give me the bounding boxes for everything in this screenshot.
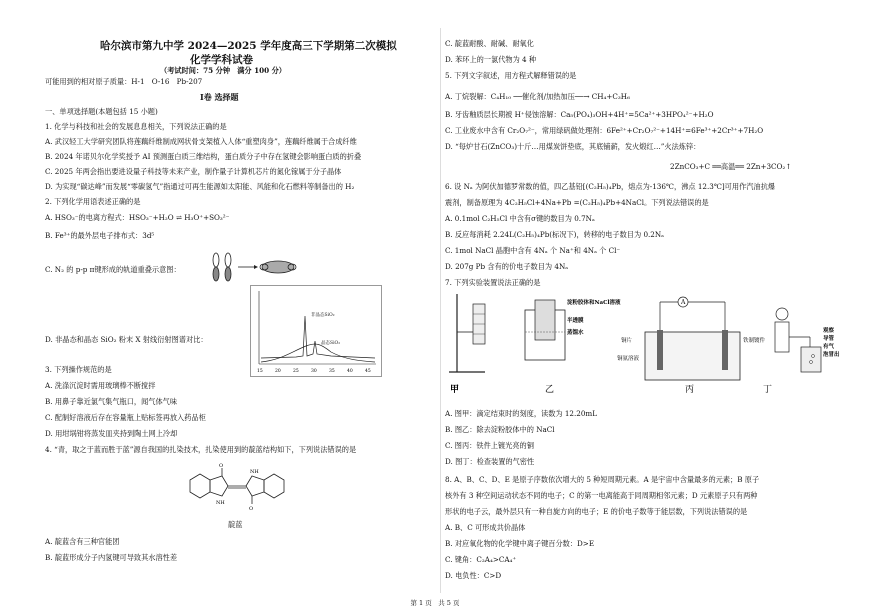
oxygen-label: O bbox=[249, 506, 254, 512]
xrd-figure bbox=[250, 285, 382, 377]
question-8-cont2: 形状的电子云，最外层只有一种自旋方向的电子；E 的价电子数等于能层数，下列说法错误的是 bbox=[445, 507, 748, 516]
part-heading: 一、单项选择题(本题包括 15 小题) bbox=[45, 107, 158, 116]
question-6-option-b: B. 反应每消耗 2.24L(C₂H₅)₄Pb(标况下)，转移的电子数目为 0.2Nₐ bbox=[445, 230, 664, 239]
question-6-cont: 震剂，制备原理为 4C₂H₅Cl+4Na+Pb =(C₂H₅)₄Pb+4NaCl。下列说法错误的是 bbox=[445, 198, 709, 207]
question-6: 6. 设 Nₐ 为阿伏加德罗常数的值，四乙基铅[(C₂H₅)₄Pb，熔点为-136℃，沸点 12.3℃]可用作汽油抗爆 bbox=[445, 182, 775, 191]
question-5-option-b: B. 牙齿釉质层长期被 H⁺侵蚀溶解：Ca₅(PO₄)₃OH+4H⁺=5Ca²⁺+3HPO₄²⁻+H₂O bbox=[445, 110, 714, 119]
figure-name: 甲 bbox=[450, 385, 460, 395]
question-4-option-a: A. 靛蓝含有三种官能团 bbox=[45, 537, 120, 546]
exam-info: （考试时间：75 分钟 满分 100 分） bbox=[160, 66, 286, 75]
indigo-structure bbox=[180, 460, 310, 520]
label-tube: 导管 bbox=[823, 336, 835, 342]
question-5: 5. 下列文字叙述，用方程式解释错误的是 bbox=[445, 71, 577, 80]
question-2-option-d: D. 非晶态和晶态 SiO₂ 粉末 X 射线衍射图谱对比： bbox=[45, 335, 208, 344]
label-observe: 观察 bbox=[823, 328, 835, 334]
label-water: 蒸馏水 bbox=[567, 330, 584, 336]
question-7-option-c: C. 图丙：铁件上镀光亮的铜 bbox=[445, 441, 534, 450]
question-8-option-b: B. 对应氧化物的化学键中离子键百分数：D>E bbox=[445, 539, 595, 548]
xrd-plot bbox=[251, 286, 381, 376]
question-8-option-c: C. 键角：C₂A₄>CA₄⁺ bbox=[445, 555, 517, 564]
question-2: 2. 下列化学用语表述正确的是 bbox=[45, 197, 141, 206]
question-6-option-a: A. 0.1mol C₂H₅Cl 中含有σ键的数目为 0.7Nₐ bbox=[445, 214, 595, 223]
question-3: 3. 下列操作规范的是 bbox=[45, 365, 112, 374]
question-3-option-c: C. 配制好溶液后存在容量瓶上贴标签再放入药品柜 bbox=[45, 413, 206, 422]
label-copper: 铜片 bbox=[621, 338, 633, 344]
question-7-option-b: B. 图乙：除去淀粉胶体中的 NaCl bbox=[445, 425, 555, 434]
question-2-option-a: A. HSO₃⁻的电离方程式：HSO₃⁻+H₂O ⇌ H₃O⁺+SO₃²⁻ bbox=[45, 213, 230, 222]
figure-bing-electroplating bbox=[645, 297, 740, 380]
figure-jia-burette bbox=[449, 294, 485, 372]
page-footer: 第 1 页 共 5 页 bbox=[410, 599, 460, 607]
question-2-option-c: C. N₂ 的 p-p π键形成的轨道重叠示意图： bbox=[45, 265, 181, 274]
question-5-option-c: C. 工业废水中含有 Cr₂O₇²⁻，常用绿矾做处理剂：6Fe²⁺+Cr₂O₇²⁻+14H⁺=6Fe³⁺+2Cr³⁺+7H₂O bbox=[445, 126, 764, 135]
xrd-label-crystal: 晶态SiO₂ bbox=[321, 341, 341, 346]
figure-name: 乙 bbox=[545, 385, 555, 395]
label-cuso4: 铜氨溶液 bbox=[617, 356, 640, 362]
question-8: 8. A、B、C、D、E 是原子序数依次增大的 5 种短周期元素。A 是宇宙中含量最多的元素；B 原子 bbox=[445, 475, 760, 484]
xrd-tick: 45 bbox=[365, 369, 371, 374]
question-8-option-d: D. 电负性：C>D bbox=[445, 571, 502, 580]
question-6-option-c: C. 1mol NaCl 晶胞中含有 4Nₐ 个 Na⁺和 4Nₐ 个 Cl⁻ bbox=[445, 246, 621, 255]
xrd-tick: 20 bbox=[275, 369, 281, 374]
question-1-option-b: B. 2024 年诺贝尔化学奖授予 AI 预测蛋白质三维结构，蛋白质分子中存在氢键会影响蛋白质的折叠 bbox=[45, 152, 362, 161]
section-heading: I卷 选择题 bbox=[200, 92, 239, 102]
question-4-option-d: D. 苯环上的一氯代物为 4 种 bbox=[445, 55, 537, 64]
question-2-option-b: B. Fe³⁺的最外层电子排布式：3d⁵ bbox=[45, 231, 155, 240]
question-8-cont1: 核外有 3 种空间运动状态不同的电子；C 的第一电离能高于同周期相邻元素；D 元素原子只有两种 bbox=[445, 491, 758, 500]
xrd-label-amorphous: 非晶态SiO₂ bbox=[311, 313, 335, 318]
label-gas: 有气 bbox=[823, 344, 835, 350]
question-5-option-a: A. 丁烷裂解：C₄H₁₀ ──催化剂/加热加压──→ CH₄+C₃H₆ bbox=[445, 92, 630, 101]
question-1-option-c: C. 2025 年两会指出要进设量子科技等未来产业，制作量子计算机芯片的氮化镓属于分子晶体 bbox=[45, 167, 342, 176]
atomic-mass-line: 可能用到的相对原子质量：H-1 O-16 Pb-207 bbox=[45, 77, 203, 86]
oxygen-label: O bbox=[219, 463, 224, 469]
question-7: 7. 下列实验装置说法正确的是 bbox=[445, 278, 541, 287]
question-5-equation: 2ZnCO₃+C ══高温══ 2Zn+3CO₂↑ bbox=[670, 162, 792, 171]
question-6-option-d: D. 207g Pb 含有的价电子数目为 4Nₐ bbox=[445, 262, 569, 271]
question-1: 1. 化学与科技和社会的发展息息相关，下列说法正确的是 bbox=[45, 122, 227, 131]
apparatus-figures bbox=[445, 292, 845, 402]
question-1-option-d: D. 为实现“碳达峰”而发展“零碳氢气”指通过可再生能源如太阳能、风能和化石燃料等制备出的 H₂ bbox=[45, 182, 355, 191]
xrd-tick: 35 bbox=[329, 369, 335, 374]
label-bubbles: 泡冒出 bbox=[823, 352, 840, 358]
question-4: 4. “青，取之于蓝而胜于蓝”源自我国的扎染技术，扎染使用到的靛蓝结构如下，下列说法错误的是 bbox=[45, 445, 357, 454]
question-4-option-c: C. 靛蓝耐酸、耐碱、耐氧化 bbox=[445, 39, 534, 48]
question-3-option-d: D. 用坩埚钳将蒸发皿夹持到陶土网上冷却 bbox=[45, 429, 178, 438]
question-7-option-a: A. 图甲：滴定结束时的刻度，读数为 12.20mL bbox=[445, 409, 598, 418]
question-8-option-a: A. B、C 可形成共价晶体 bbox=[445, 523, 526, 532]
pi-bond-orbital-diagram bbox=[208, 250, 328, 284]
xrd-tick: 15 bbox=[257, 369, 263, 374]
xrd-tick: 25 bbox=[293, 369, 299, 374]
label-iron: 铁制镀件 bbox=[743, 338, 766, 344]
xrd-tick: 30 bbox=[311, 369, 317, 374]
figure-yi-dialysis bbox=[525, 300, 565, 360]
question-3-option-a: A. 洗涤沉淀时需用玻璃棒不断搅拌 bbox=[45, 381, 156, 390]
question-4-option-b: B. 靛蓝形成分子内氢键可导致其水溶性差 bbox=[45, 553, 178, 562]
label-colloid: 淀粉胶体和NaCl溶液 bbox=[567, 300, 621, 306]
question-5-option-d: D. “每炉甘石(ZnCO₃)十斤…用煤炭饼垫底，其底铺薪，发火煅红…”火法炼锌： bbox=[445, 142, 701, 151]
label-membrane: 半透膜 bbox=[567, 318, 584, 324]
question-7-option-d: D. 图丁：检查装置的气密性 bbox=[445, 457, 535, 466]
exam-subtitle: 化学学科试卷 bbox=[190, 54, 253, 66]
ammeter-label: A bbox=[681, 299, 686, 306]
nh-label: NH bbox=[216, 500, 225, 506]
figure-name: 丁 bbox=[763, 385, 773, 395]
question-3-option-b: B. 用鼻子靠近氯气集气瓶口，闻气体气味 bbox=[45, 397, 178, 406]
figure-name: 丙 bbox=[685, 385, 695, 395]
xrd-tick: 40 bbox=[347, 369, 353, 374]
nh-label: NH bbox=[250, 469, 259, 475]
exam-title: 哈尔滨市第九中学 2024—2025 学年度高三下学期第二次模拟 bbox=[100, 40, 397, 52]
column-divider bbox=[440, 28, 441, 593]
question-1-option-a: A. 武汉轻工大学研究团队将莲藕纤维制成网状骨支架植入人体“重塑肉身”，莲藕纤维属于合成纤维 bbox=[45, 137, 357, 146]
indigo-label: 靛蓝 bbox=[228, 520, 243, 529]
figure-ding-airtightness bbox=[775, 308, 821, 372]
